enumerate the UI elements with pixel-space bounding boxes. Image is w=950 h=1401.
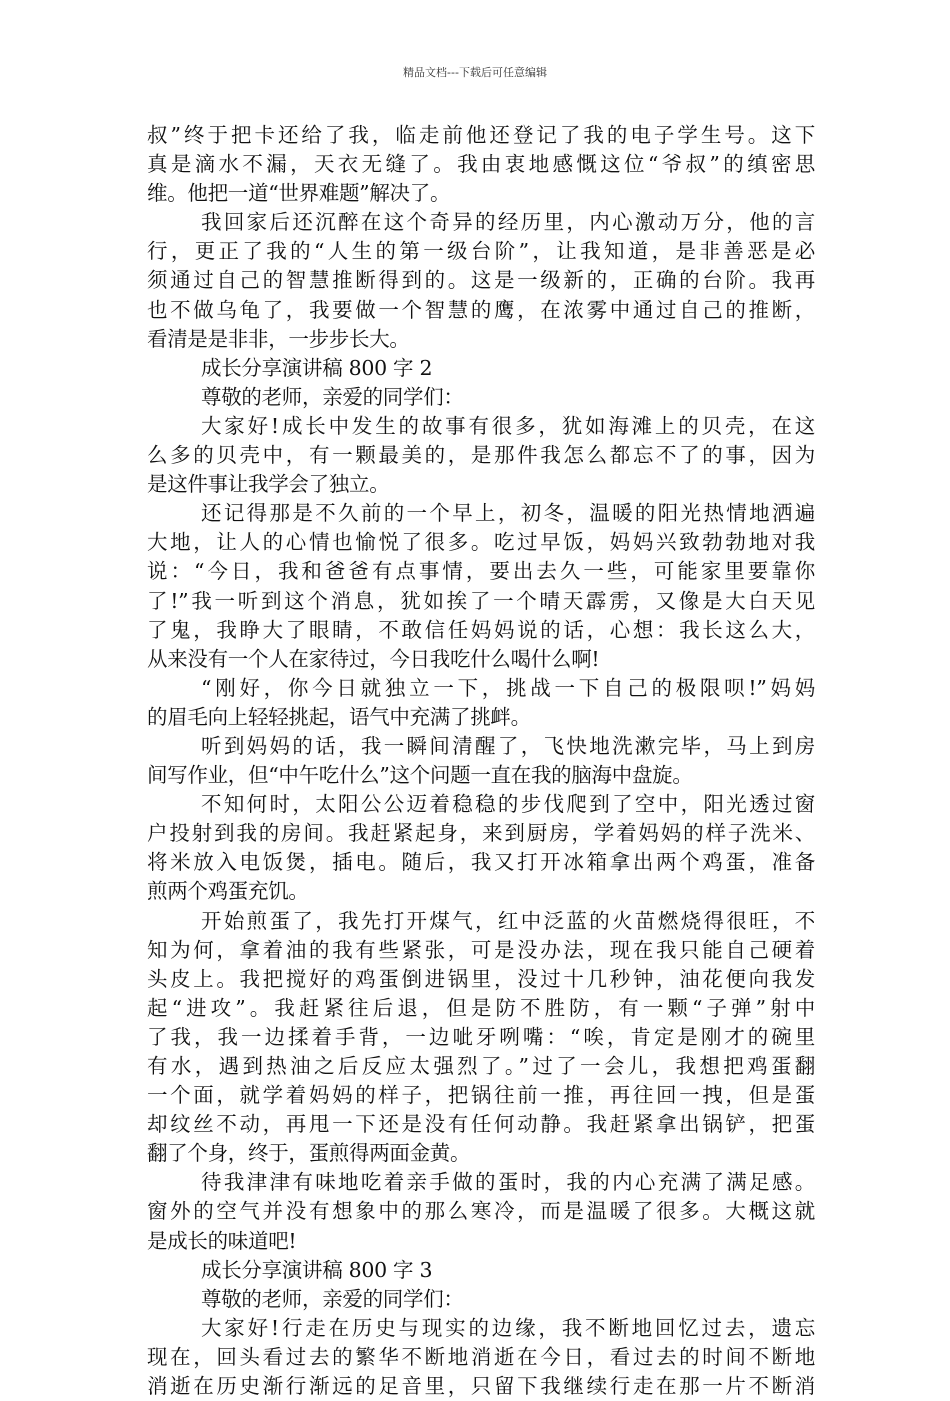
text-line: 说：“今日，我和爸爸有点事情，要出去久一些，可能家里要靠你 — [147, 559, 815, 584]
text-line: 维。他把一道“世界难题”解决了。 — [147, 181, 451, 206]
document-body — [147, 121, 815, 1401]
text-line: 间写作业，但“中午吃什么”这个问题一直在我的脑海中盘旋。 — [147, 763, 693, 788]
text-line: 大地，让人的心情也愉悦了很多。吃过早饭，妈妈兴致勃勃地对我 — [147, 530, 815, 555]
text-line: 起“进攻”。我赶紧往后退，但是防不胜防，有一颗“子弹”射中 — [147, 995, 815, 1020]
text-line: 大家好!成长中发生的故事有很多，犹如海滩上的贝壳，在这 — [201, 413, 815, 438]
text-line: 了我，我一边揉着手背，一边呲牙咧嘴：“唉，肯定是刚才的碗里 — [147, 1024, 815, 1049]
text-line: 尊敬的老师，亲爱的同学们： — [201, 1286, 464, 1311]
text-line: 头皮上。我把搅好的鸡蛋倒进锅里，没过十几秒钟，油花便向我发 — [147, 966, 815, 991]
text-line: 现在，回头看过去的繁华不断地消逝在今日，看过去的时间不断地 — [147, 1344, 815, 1369]
section-heading — [147, 354, 815, 383]
text-line: 消逝在历史渐行渐远的足音里，只留下我继续行走在那一片不断消 — [147, 1374, 815, 1399]
page-header: 精品文档---下载后可任意编辑 — [403, 66, 547, 79]
paragraph — [147, 412, 815, 499]
paragraph — [147, 1168, 815, 1255]
text-line: 我回家后还沉醉在这个奇异的经历里，内心激动万分，他的言 — [201, 210, 815, 235]
text-line: 翻了个身，终于，蛋煎得两面金黄。 — [147, 1141, 471, 1166]
text-line: 也不做乌龟了，我要做一个智慧的鹰，在浓雾中通过自己的推断， — [147, 297, 815, 322]
text-line: 是成长的味道吧! — [147, 1228, 297, 1253]
text-line: 还记得那是不久前的一个早上，初冬，温暖的阳光热情地洒遍 — [201, 501, 815, 526]
text-line: 大家好!行走在历史与现实的边缘，我不断地回忆过去，遗忘 — [201, 1315, 815, 1340]
paragraph — [147, 907, 815, 1169]
text-line: 行，更正了我的“人生的第一级台阶”，让我知道，是非善恶是必 — [147, 239, 815, 264]
text-line: 知为何，拿着油的我有些紧张，可是没办法，现在我只能自己硬着 — [147, 937, 815, 962]
text-line: 成长分享演讲稿 800 字 3 — [201, 1257, 433, 1282]
section-heading — [147, 1285, 815, 1314]
text-line: 成长分享演讲稿 800 字 2 — [201, 355, 433, 380]
text-line: 须通过自己的智慧推断得到的。这是一级新的，正确的台阶。我再 — [147, 268, 815, 293]
text-line: 从来没有一个人在家待过，今日我吃什么喝什么啊! — [147, 646, 600, 671]
text-line: 听到妈妈的话，我一瞬间清醒了，飞快地洗漱完毕，马上到房 — [201, 733, 815, 758]
text-line: 叔”终于把卡还给了我，临走前他还登记了我的电子学生号。这下 — [147, 123, 815, 147]
paragraph — [147, 732, 815, 790]
paragraph — [147, 674, 815, 732]
text-line: 了鬼，我睁大了眼睛，不敢信任妈妈说的话，心想：我长这么大， — [147, 617, 815, 642]
text-line: 了!”我一听到这个消息，犹如挨了一个晴天霹雳，又像是大白天见 — [147, 588, 815, 613]
text-line: 户投射到我的房间。我赶紧起身，来到厨房，学着妈妈的样子洗米、 — [147, 821, 815, 846]
text-line: 一个面，就学着妈妈的样子，把锅往前一推，再往回一拽，但是蛋 — [147, 1083, 815, 1108]
paragraph — [147, 790, 815, 906]
paragraph — [147, 499, 815, 674]
section-heading — [147, 383, 815, 412]
text-line: 却纹丝不动，再甩一下还是没有任何动静。我赶紧拿出锅铲，把蛋 — [147, 1112, 815, 1137]
text-line: 真是滴水不漏，天衣无缝了。我由衷地感慨这位“爷叔”的缜密思 — [147, 152, 815, 177]
section-heading — [147, 1256, 815, 1285]
paragraph — [147, 208, 815, 353]
text-line: 么多的贝壳中，有一颗最美的，是那件我怎么都忘不了的事，因为 — [147, 443, 815, 468]
text-line: 的眉毛向上轻轻挑起，语气中充满了挑衅。 — [147, 704, 531, 729]
text-line: 煎两个鸡蛋充饥。 — [147, 879, 309, 904]
text-line: 待我津津有味地吃着亲手做的蛋时，我的内心充满了满足感。 — [201, 1170, 815, 1195]
text-line: 窗外的空气并没有想象中的那么寒冷，而是温暖了很多。大概这就 — [147, 1199, 815, 1224]
text-line: “刚好，你今日就独立一下，挑战一下自己的极限呗!”妈妈 — [201, 675, 815, 700]
text-line: 不知何时，太阳公公迈着稳稳的步伐爬到了空中，阳光透过窗 — [201, 792, 815, 817]
paragraph — [147, 1314, 815, 1401]
text-line: 尊敬的老师，亲爱的同学们： — [201, 384, 464, 409]
paragraph — [147, 121, 815, 208]
text-line: 看清是是非非，一步步长大。 — [147, 326, 410, 351]
text-line: 是这件事让我学会了独立。 — [147, 472, 390, 497]
text-line: 将米放入电饭煲，插电。随后，我又打开冰箱拿出两个鸡蛋，准备 — [147, 850, 815, 875]
text-line: 开始煎蛋了，我先打开煤气，红中泛蓝的火苗燃烧得很旺，不 — [201, 908, 815, 933]
text-line: 有水，遇到热油之后反应太强烈了。”过了一会儿，我想把鸡蛋翻 — [147, 1054, 815, 1078]
